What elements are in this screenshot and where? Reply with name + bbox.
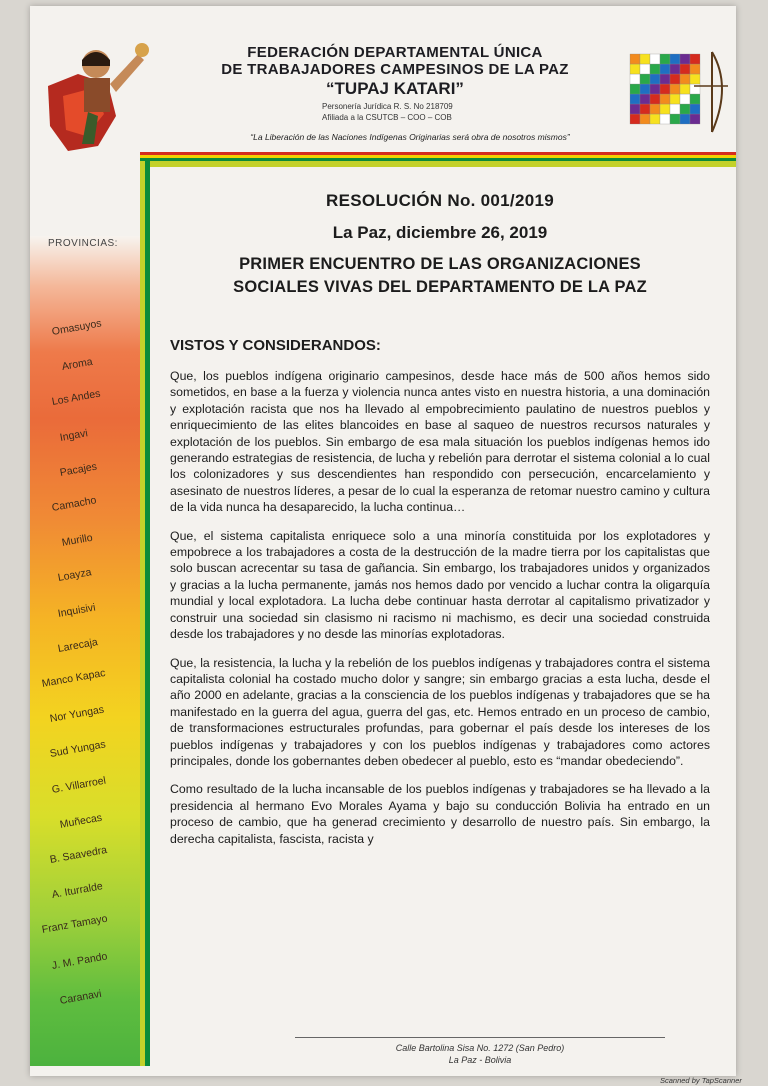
wiphala-square: [670, 84, 680, 94]
wiphala-square: [650, 104, 660, 114]
frame-left: [140, 161, 150, 1066]
province-item: Loayza: [56, 566, 93, 585]
province-item: Larecaja: [56, 635, 99, 655]
wiphala-square: [630, 54, 640, 64]
province-item: Caranavi: [58, 987, 103, 1007]
province-item: Camacho: [50, 494, 98, 514]
wiphala-square: [660, 54, 670, 64]
footer-address: [260, 1042, 700, 1066]
wiphala-square: [660, 104, 670, 114]
wiphala-square: [680, 104, 690, 114]
legal-line2: Afiliada a la CSUTCB – COO – COB: [322, 113, 452, 122]
wiphala-square: [680, 54, 690, 64]
subtitle-line1: PRIMER ENCUENTRO DE LAS ORGANIZACIONES: [239, 255, 641, 273]
org-name-line1: FEDERACIÓN DEPARTAMENTAL ÚNICA: [247, 44, 543, 61]
tupaj-katari-emblem-icon: [38, 26, 158, 156]
footer-divider: [295, 1037, 665, 1038]
paragraph: Que, los pueblos indígena originario campesinos, desde hace más de 500 años hemos sido sometidos, en base a la fuerza y violencia nunca antes visto en nuestra historia, a una dominación y explotación racista que nos ha llevado al empobrecimiento paulatino de nuestros pueblos y enriquecimiento de las elites blancoides en base al saqueo de nuestros recursos naturales y explotación de los pueblos. Sin embargo de esa mala situación los pueblos indígenas hemos ido generando estrategias de resistencia, de lucha y rebelión para derrotar el sistema colonial a lo cual los colonizadores y sus descendientes han respondido con persecución, encarcelamiento y asesinato de nuestros líderes, a pesar de lo cual la esperanza de retomar nuestro camino y cultura de la vida nunca ha desaparecido, la lucha continua…: [170, 369, 710, 515]
province-item: A. Iturralde: [50, 880, 104, 902]
province-item: Murillo: [60, 531, 94, 550]
scanner-watermark: Scanned by TapScanner: [660, 1076, 742, 1085]
province-item: Muñecas: [58, 811, 104, 831]
province-item: Nor Yungas: [48, 703, 105, 726]
flag-stripe: [140, 152, 736, 161]
wiphala-square: [690, 54, 700, 64]
footer-street: Calle Bartolina Sisa No. 1272 (San Pedro): [395, 1043, 565, 1053]
resolution-body: [170, 191, 710, 859]
wiphala-square: [660, 74, 670, 84]
wiphala-square: [650, 54, 660, 64]
section-heading: VISTOS Y CONSIDERANDOS:: [170, 337, 381, 354]
wiphala-square: [650, 114, 660, 124]
wiphala-square: [640, 84, 650, 94]
wiphala-square: [670, 114, 680, 124]
wiphala-square: [670, 74, 680, 84]
wiphala-square: [690, 74, 700, 84]
wiphala-flag-icon: [624, 46, 734, 136]
wiphala-square: [630, 114, 640, 124]
wiphala-square: [690, 114, 700, 124]
org-name-line2: DE TRABAJADORES CAMPESINOS DE LA PAZ: [221, 61, 569, 78]
resolution-number: RESOLUCIÓN No. 001/2019: [326, 191, 554, 210]
wiphala-square: [630, 84, 640, 94]
wiphala-square: [650, 64, 660, 74]
letterhead: [30, 6, 736, 156]
wiphala-square: [660, 84, 670, 94]
province-item: Aroma: [60, 355, 94, 374]
paragraph: Que, la resistencia, la lucha y la rebelión de los pueblos indígenas y trabajadores contra el sistema capitalista colonial ha costado mucho dolor y sangre; sin embargo gracias a esta lucha, desde el año 2000 en adelante, gracias a la consciencia de los pueblos indígenas y trabajadores que se ha manifestado en la guerra del agua, guerra del gas, etc. Hemos entrado en un proceso de cambio, de transformaciones estructurales profundas, para gobernar el país desde los intereses de los pueblos indígenas y trabajadores y con los pueblos indígenas y trabajadores como actores principales, donde los gobernantes deben obedecer al pueblo, esto es “mandar obedeciendo”.: [170, 655, 710, 768]
footer-city: La Paz - Bolivia: [448, 1055, 512, 1065]
document-page: [30, 6, 736, 1076]
wiphala-square: [650, 74, 660, 84]
province-item: Manco Kapac: [40, 666, 107, 690]
legal-info: [322, 101, 453, 123]
wiphala-square: [640, 114, 650, 124]
wiphala-square: [690, 104, 700, 114]
province-item: Ingavi: [58, 426, 89, 444]
wiphala-square: [680, 74, 690, 84]
wiphala-square: [670, 94, 680, 104]
wiphala-square: [680, 84, 690, 94]
motto: “La Liberación de las Naciones Indígenas Originarias será obra de nosotros mismos”: [250, 132, 570, 142]
province-item: Sud Yungas: [48, 738, 107, 761]
provinces-label: PROVINCIAS:: [48, 238, 118, 249]
province-item: B. Saavedra: [48, 844, 108, 866]
province-item: Omasuyos: [50, 317, 103, 338]
province-item: Inquisivi: [56, 601, 97, 620]
org-name-line3: “TUPAJ KATARI”: [326, 79, 464, 98]
wiphala-square: [650, 84, 660, 94]
wiphala-square: [690, 64, 700, 74]
wiphala-square: [630, 74, 640, 84]
wiphala-square: [640, 64, 650, 74]
wiphala-square: [630, 64, 640, 74]
wiphala-square: [680, 64, 690, 74]
wiphala-square: [660, 94, 670, 104]
wiphala-square: [670, 64, 680, 74]
province-item: G. Villarroel: [50, 774, 107, 796]
wiphala-square: [630, 104, 640, 114]
wiphala-square: [670, 104, 680, 114]
wiphala-square: [640, 54, 650, 64]
province-item: Pacajes: [58, 460, 98, 479]
frame-top: [140, 161, 736, 167]
province-item: J. M. Pando: [50, 949, 109, 972]
legal-line1: Personería Jurídica R. S. No 218709: [322, 102, 453, 111]
province-item: Los Andes: [50, 387, 102, 409]
paragraph: Que, el sistema capitalista enriquece solo a una minoría constituida por los explotadores y empobrece a los trabajadores a costa de la destrucción de la madre tierra por los capitalistas que solo buscan acrecentar su tasa de gañancia. Sin embargo, los trabajadores unidos y organizados y gracias a la lucha permanente, jamás nos hemos dado por vencido a luchar contra la oligarquía mundial y local explotadora. La lucha debe continuar hasta derrotar al capitalismo privatizador y construir una sociedad sin clasismo ni racismo ni machismo, es decir una sociedad construida desde los trabajadores y no desde las minorías explotadoras.: [170, 528, 710, 642]
resolution-subtitle: [170, 253, 710, 299]
wiphala-square: [670, 54, 680, 64]
wiphala-square: [640, 74, 650, 84]
wiphala-square: [660, 114, 670, 124]
subtitle-line2: SOCIALES VIVAS DEL DEPARTAMENTO DE LA PAZ: [233, 278, 647, 296]
wiphala-square: [630, 94, 640, 104]
province-item: Franz Tamayo: [40, 912, 109, 937]
wiphala-square: [660, 64, 670, 74]
wiphala-square: [680, 114, 690, 124]
wiphala-square: [650, 94, 660, 104]
paragraph: Como resultado de la lucha incansable de los pueblos indígenas y trabajadores se ha llevado a la presidencia al hermano Evo Morales Ayama y bajo su conducción Bolivia ha entrado en un proceso de cambio, que ha generad crecimiento y desarrollo de nuestro país. Sin embargo, la derecha capitalista, fascista, racista y: [170, 782, 710, 846]
wiphala-square: [690, 94, 700, 104]
wiphala-square: [640, 104, 650, 114]
wiphala-square: [640, 94, 650, 104]
wiphala-square: [680, 94, 690, 104]
resolution-date: La Paz, diciembre 26, 2019: [332, 223, 548, 242]
